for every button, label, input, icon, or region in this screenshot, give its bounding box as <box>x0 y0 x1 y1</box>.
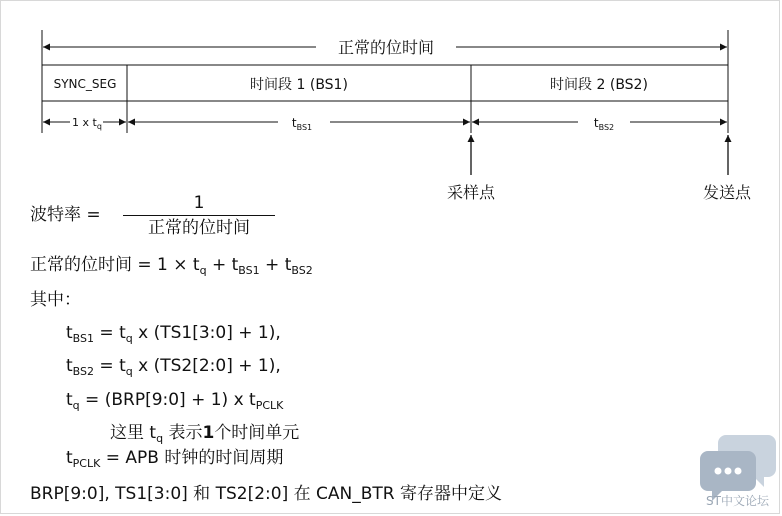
bs2-segment-label: 时间段 2 (BS2) <box>550 77 648 93</box>
where-label: 其中： <box>30 290 81 310</box>
bit-time-label: 正常的位时间 <box>337 38 435 57</box>
transmit-point-label: 发送点 <box>702 183 752 200</box>
tq-formula: $t_q$ = (BRP[9:0] + 1) x $t_{PCLK}$ <box>66 390 284 412</box>
bit-time-formula: 正常的位时间 = $1 \times t_q + t_{BS1} + t_{BS2}$ <box>30 255 313 277</box>
fraction-bar <box>123 215 275 216</box>
tbs1-formula: $t_{BS1} = t_q$ x (TS1[3:0] + 1), <box>66 323 281 345</box>
watermark-text: ST中文论坛 <box>706 494 769 508</box>
baud-rate-lhs: 波特率 = <box>30 205 101 225</box>
sync-duration-label: 1 x $t_q$ <box>72 116 102 131</box>
registers-note: BRP[9:0], TS1[3:0] 和 TS2[2:0] 在 CAN_BTR 寄存器中定义 <box>30 484 502 504</box>
bs1-duration-label: $t_{BS1}$ <box>291 116 313 132</box>
tq-note: 这里 $t_q$ 表示1个时间单元 <box>110 423 300 445</box>
sync-seg-label: SYNC_SEG <box>53 77 117 91</box>
baud-rate-fraction <box>123 193 275 238</box>
bs1-segment-label: 时间段 1 (BS1) <box>250 77 348 93</box>
bs2-duration-label: $t_{BS2}$ <box>593 116 615 132</box>
tbs2-formula: $t_{BS2} = t_q$ x (TS2[2:0] + 1), <box>66 356 281 378</box>
sample-point-label: 采样点 <box>446 183 496 200</box>
tpclk-formula: $t_{PCLK}$ = APB 时钟的时间周期 <box>66 448 284 470</box>
baud-rate-denominator: 正常的位时间 <box>148 218 250 238</box>
baud-rate-numerator: 1 <box>193 193 205 213</box>
bit-timing-diagram <box>0 0 782 200</box>
